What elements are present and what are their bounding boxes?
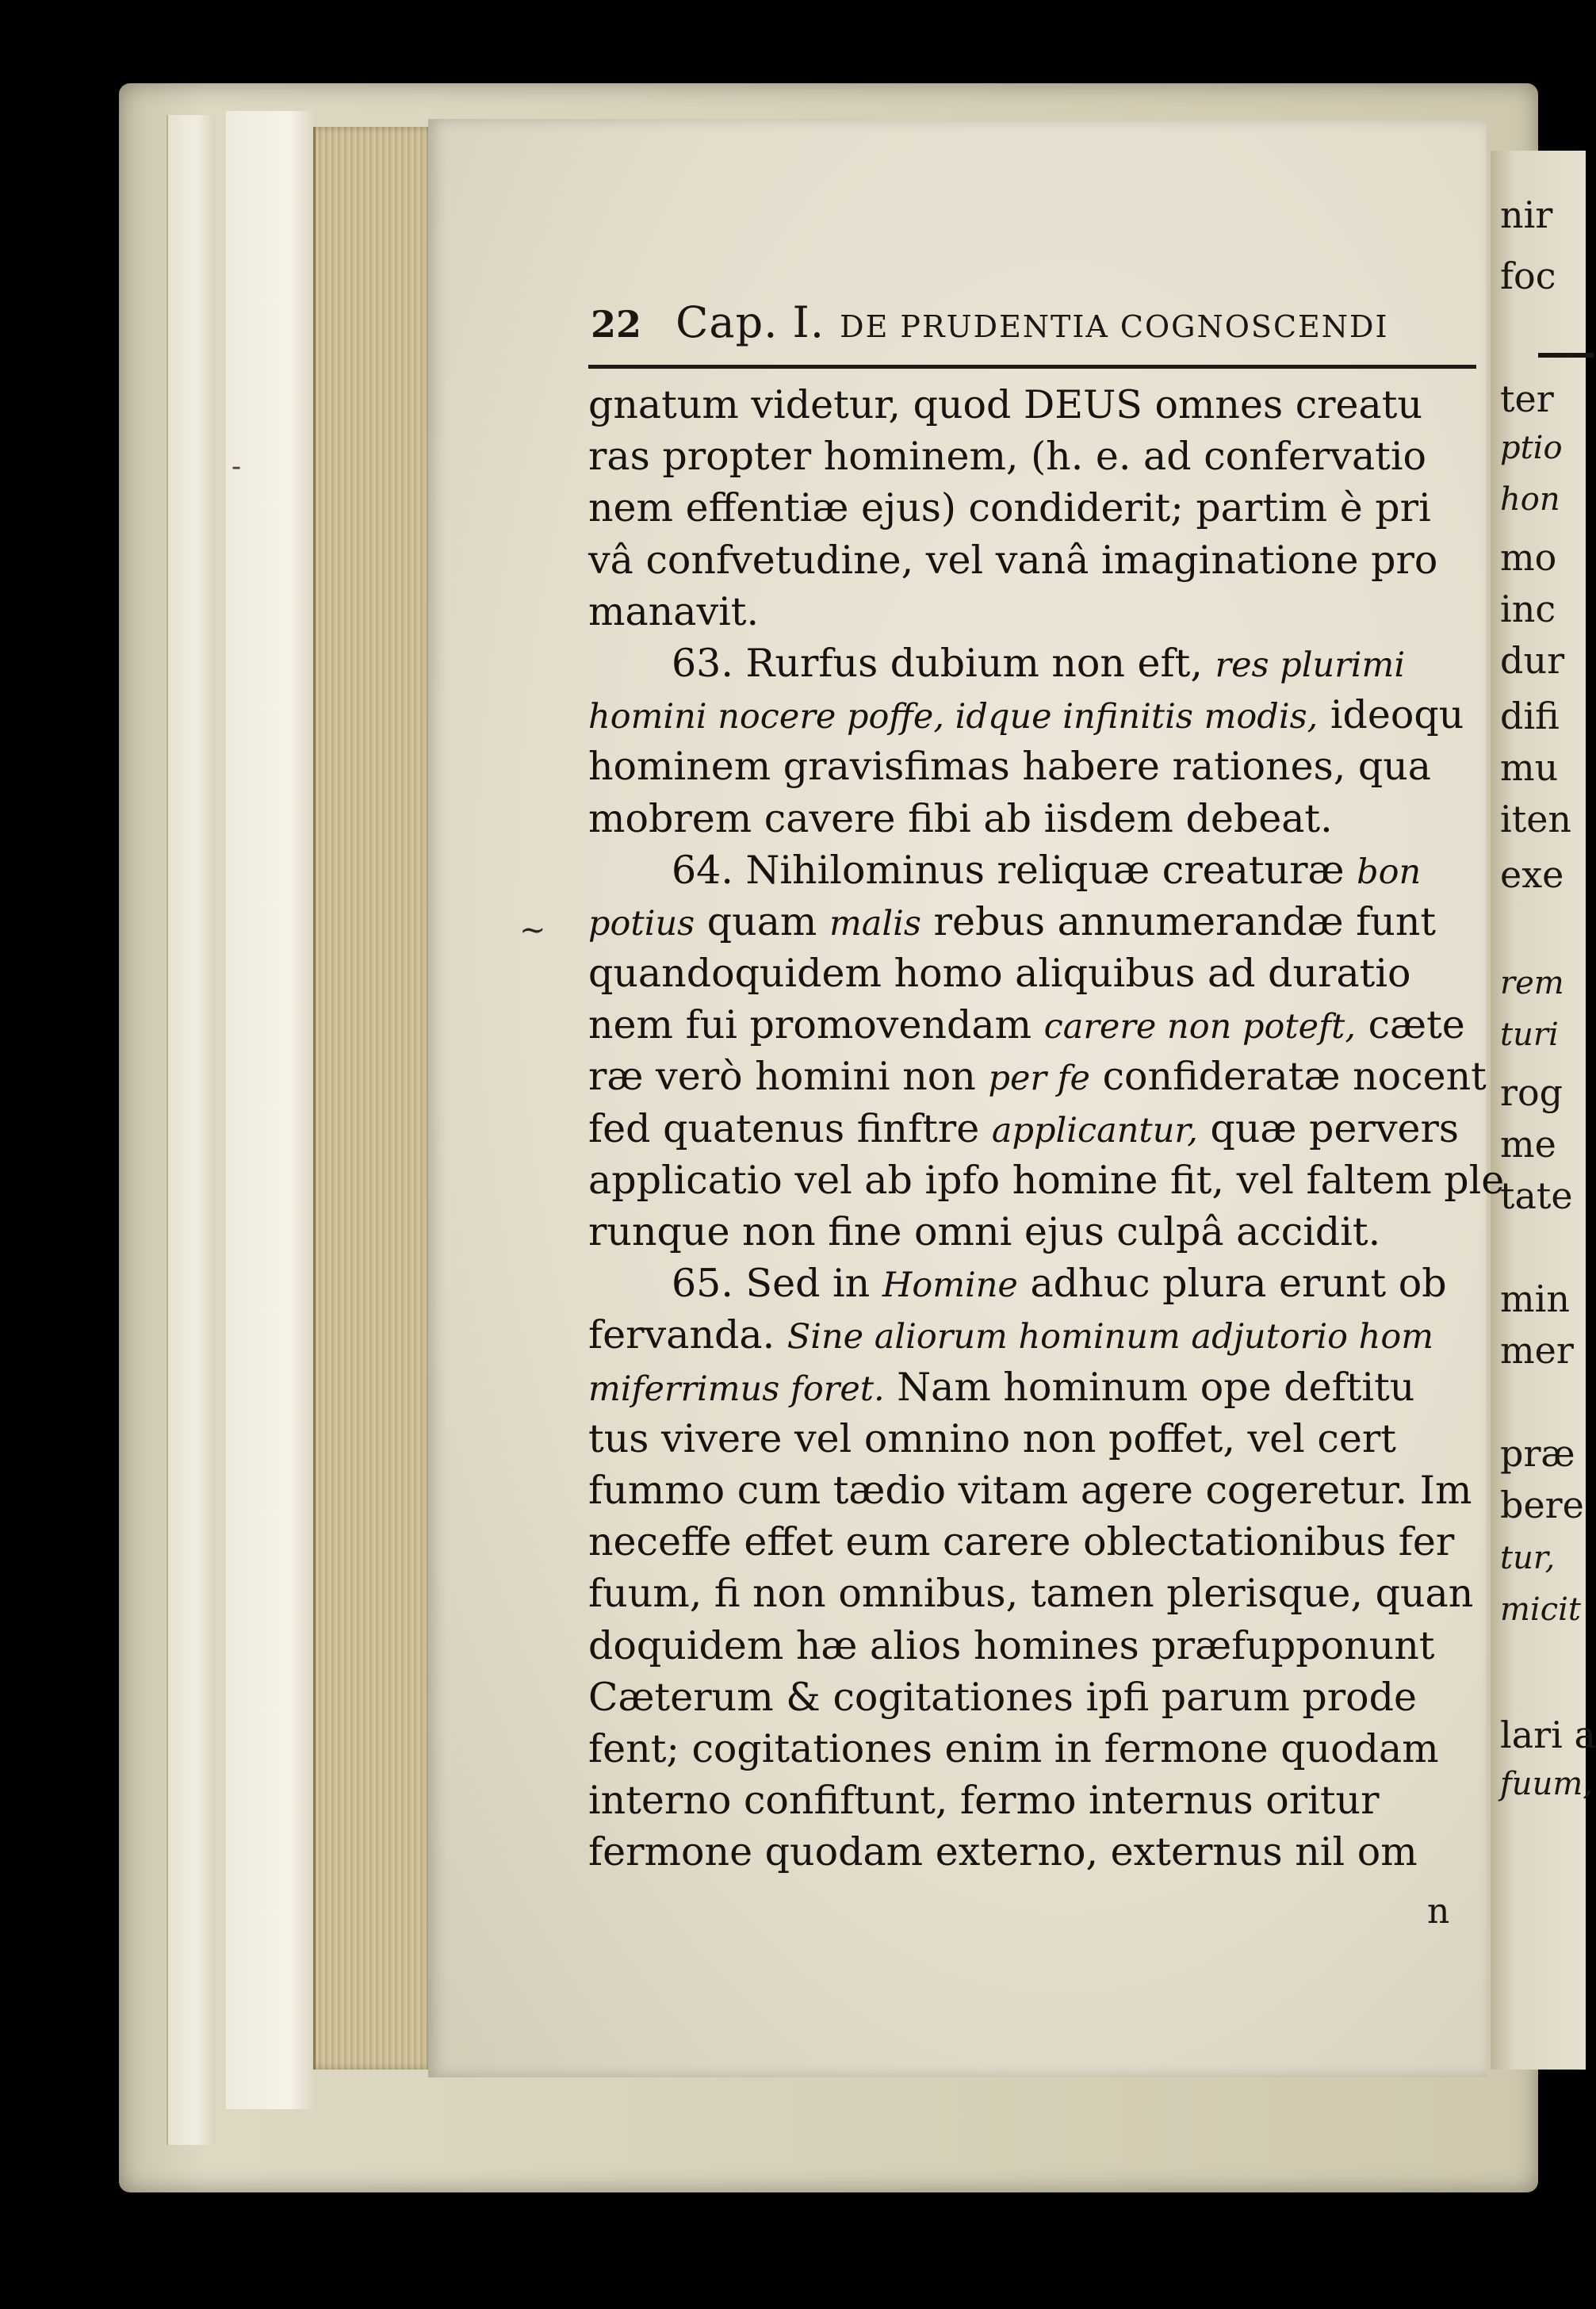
line-text: ideoqu <box>1318 692 1464 738</box>
facing-page-fragment: bere <box>1500 1484 1584 1526</box>
facing-page-fragment: fuum, <box>1500 1766 1593 1802</box>
italic-text: bon <box>1357 852 1422 892</box>
text-line <box>588 1051 1487 1102</box>
line-text: cæte <box>1356 1002 1465 1048</box>
italic-text: carere non poteft, <box>1043 1007 1356 1047</box>
line-text: fervanda. <box>588 1312 787 1358</box>
line-text: confideratæ nocent <box>1090 1054 1487 1100</box>
line-text: Cæterum & cogitationes ipfi parum prode <box>588 1674 1418 1720</box>
text-line <box>588 1206 1475 1258</box>
italic-text: per fe <box>988 1059 1090 1099</box>
page-block-edge <box>313 127 434 2070</box>
line-text: quandoquidem homo aliquibus ad duratio <box>588 951 1411 997</box>
text-line <box>588 1620 1475 1671</box>
facing-page-fragment: min <box>1500 1277 1570 1320</box>
text-line <box>588 1516 1475 1568</box>
text-line <box>588 741 1475 792</box>
line-text: 63. Rurfus dubium non eft, <box>672 640 1215 686</box>
text-line <box>588 1103 1475 1154</box>
italic-text: Sine aliorum hominum adjutorio hom <box>787 1317 1434 1357</box>
facing-page-fragment: mer <box>1500 1329 1574 1372</box>
facing-page-fragment: tur, <box>1500 1540 1556 1576</box>
header-rule <box>588 365 1476 369</box>
margin-mark: ~ <box>519 912 546 948</box>
facing-page-fragment: hon <box>1500 481 1560 518</box>
facing-page-fragment: nir <box>1500 193 1553 236</box>
facing-page-fragment: foc <box>1500 255 1556 297</box>
italic-text: malis <box>829 903 921 944</box>
text-line <box>588 844 1475 896</box>
line-text: mobrem cavere fibi ab iisdem debeat. <box>588 795 1333 841</box>
text-line <box>588 689 1475 741</box>
line-text: gnatum videtur, quod DEUS omnes creatu <box>588 382 1423 427</box>
text-line <box>588 1413 1475 1465</box>
line-text: manavit. <box>588 588 760 634</box>
facing-page <box>1491 151 1596 2070</box>
text-line <box>588 534 1475 586</box>
facing-page-fragment: tate <box>1500 1174 1573 1217</box>
page-number: 22 <box>591 303 642 346</box>
facing-page-fragment: difi <box>1500 695 1560 737</box>
running-head <box>591 297 1471 353</box>
line-text: vâ confvetudine, vel vanâ imaginatione pro <box>588 537 1438 583</box>
facing-page-fragment: me <box>1500 1123 1556 1166</box>
line-text: fed quatenus finftre <box>588 1105 992 1151</box>
margin-mark: - <box>232 450 242 483</box>
line-text: tus vivere vel omnino non poffet, vel cert <box>588 1415 1396 1461</box>
line-text: nem effentiæ ejus) condiderit; partim è pri <box>588 485 1431 531</box>
text-line <box>588 431 1475 482</box>
italic-text: potius <box>588 903 695 944</box>
italic-text: homini nocere poffe, idque infinitis modis, <box>588 697 1319 737</box>
text-line <box>588 482 1475 534</box>
line-text: fent; cogitationes enim in fermone quodam <box>588 1725 1439 1771</box>
text-line <box>588 1775 1475 1826</box>
body-text <box>588 379 1505 1878</box>
line-text: interno confiftunt, fermo internus oritur <box>588 1778 1380 1824</box>
facing-page-fragment: mu <box>1500 746 1559 789</box>
line-text: neceffe effet eum carere oblectationibus fer <box>588 1519 1455 1565</box>
facing-page-fragment: micit <box>1500 1591 1581 1628</box>
facing-page-fragment: turi <box>1500 1017 1559 1053</box>
facing-page-fragment: dur <box>1500 639 1565 682</box>
text-line <box>588 948 1475 999</box>
facing-page-fragment: iten <box>1500 798 1572 841</box>
italic-text: miferrimus foret. <box>588 1369 885 1409</box>
facing-page-fragment: lari a <box>1500 1714 1596 1756</box>
italic-text: Homine <box>882 1266 1018 1306</box>
line-text: nem fui promovendam <box>588 1002 1044 1048</box>
facing-page-fragment: præ <box>1500 1432 1575 1475</box>
text-line <box>588 1154 1505 1206</box>
line-text: quæ pervers <box>1197 1105 1460 1151</box>
line-text: quam <box>695 898 829 944</box>
facing-page-fragment: ptio <box>1500 430 1563 466</box>
italic-text: applicantur, <box>991 1110 1198 1151</box>
line-text: Nam hominum ope deftitu <box>884 1364 1415 1410</box>
catchword: n <box>1427 1891 1450 1932</box>
chapter-label: Cap. I. <box>676 297 825 347</box>
text-line <box>588 1465 1475 1516</box>
text-line <box>588 1723 1475 1775</box>
line-text: fuum, fi non omnibus, tamen plerisque, quan <box>588 1571 1474 1617</box>
line-text: ras propter hominem, (h. e. ad confervatio <box>588 434 1427 480</box>
line-text: doquidem hæ alios homines præfupponunt <box>588 1622 1435 1668</box>
line-text: 64. Nihilominus reliquæ creaturæ <box>672 847 1357 893</box>
facing-page-fragment: exe <box>1500 853 1564 896</box>
binding-edge <box>166 115 216 2145</box>
facing-page-fragment: inc <box>1500 588 1556 630</box>
facing-page-fragment: ter <box>1500 377 1554 420</box>
text-line <box>588 793 1475 844</box>
text-line <box>588 1826 1475 1878</box>
text-line <box>588 638 1475 689</box>
italic-text: res plurimi <box>1215 645 1406 685</box>
cover-inner-edge <box>226 111 317 2109</box>
line-text: ræ verò homini non <box>588 1054 989 1100</box>
line-text: fermone quodam externo, externus nil om <box>588 1829 1418 1875</box>
text-line <box>588 999 1475 1051</box>
line-text: fummo cum tædio vitam agere cogeretur. Im <box>588 1467 1472 1513</box>
line-text: applicatio vel ab ipfo homine fit, vel faltem ple <box>588 1157 1505 1203</box>
chapter-title: DE PRUDENTIA COGNOSCENDI <box>840 309 1389 344</box>
text-line <box>588 1361 1475 1413</box>
text-line <box>588 1568 1475 1619</box>
line-text: rebus annumerandæ funt <box>920 898 1437 944</box>
text-line <box>588 379 1475 431</box>
line-text: adhuc plura erunt ob <box>1017 1261 1447 1307</box>
text-line <box>588 1258 1475 1309</box>
line-text: runque non fine omni ejus culpâ accidit. <box>588 1209 1381 1254</box>
facing-page-fragment: rem <box>1500 965 1564 1001</box>
line-text: hominem gravisfimas habere rationes, qua <box>588 744 1431 790</box>
line-text: 65. Sed in <box>672 1261 882 1307</box>
facing-page-fragment: rog <box>1500 1071 1563 1114</box>
text-line <box>588 1309 1475 1361</box>
facing-header-rule <box>1538 353 1594 358</box>
facing-page-fragment: mo <box>1500 536 1557 579</box>
text-line <box>588 1671 1475 1723</box>
text-line <box>588 896 1475 948</box>
text-line <box>588 586 1475 638</box>
